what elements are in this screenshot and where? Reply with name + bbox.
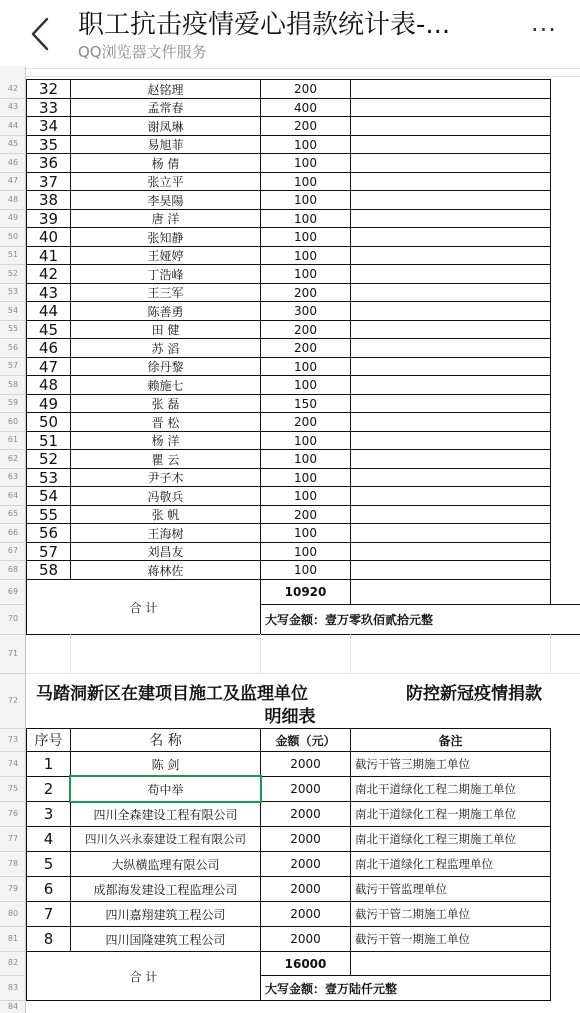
seq-cell[interactable]: 3: [43, 805, 54, 823]
row-number[interactable]: 50: [7, 232, 19, 241]
name-cell[interactable]: 王海树: [147, 526, 184, 541]
seq-cell[interactable]: 50: [38, 413, 59, 431]
seq-cell[interactable]: 33: [38, 99, 59, 116]
section-title-right: 防控新冠疫情捐款: [406, 683, 542, 703]
row-number[interactable]: 59: [7, 398, 19, 407]
row-number[interactable]: 83: [7, 983, 19, 992]
name-cell[interactable]: 赖施七: [147, 378, 184, 393]
seq-cell[interactable]: 58: [38, 561, 59, 579]
name-cell[interactable]: 四川国隆建筑工程公司: [105, 932, 226, 947]
row-number[interactable]: 71: [7, 649, 19, 658]
name-cell[interactable]: 易旭菲: [147, 138, 184, 152]
row-number[interactable]: 64: [7, 491, 19, 500]
amount-cell[interactable]: 2000: [290, 807, 321, 821]
section-title-line2: 明细表: [264, 706, 316, 726]
amount-cell[interactable]: 200: [294, 82, 317, 96]
seq-cell[interactable]: 8: [43, 930, 54, 948]
note-cell[interactable]: 截污干管一期施工单位: [355, 932, 470, 946]
row-number[interactable]: 51: [7, 250, 19, 259]
note-cell[interactable]: 截污干管二期施工单位: [355, 907, 470, 921]
amount-cell[interactable]: 100: [294, 137, 317, 152]
name-cell[interactable]: 张立平: [147, 175, 184, 189]
name-cell[interactable]: 丁浩峰: [147, 267, 184, 282]
grid-line: [350, 951, 351, 976]
amount-cell[interactable]: 200: [294, 285, 317, 300]
name-cell[interactable]: 四川全森建设工程有限公司: [93, 807, 238, 822]
row-number[interactable]: 77: [7, 834, 19, 843]
total-amount[interactable]: 16000: [284, 956, 327, 971]
seq-cell[interactable]: 42: [38, 265, 59, 283]
note-cell[interactable]: 南北干道绿化工程监理单位: [355, 857, 493, 871]
amount-cell[interactable]: 100: [294, 248, 317, 263]
row-number[interactable]: 42: [7, 84, 19, 93]
row-number[interactable]: 81: [7, 934, 19, 943]
seq-cell[interactable]: 53: [38, 469, 59, 486]
note-cell[interactable]: 南北干道绿化工程三期施工单位: [355, 832, 516, 846]
column-header-name[interactable]: 名 称: [149, 733, 182, 749]
amount-cell[interactable]: 100: [294, 174, 317, 189]
grid-line: [550, 579, 551, 605]
grid-line: [350, 79, 351, 580]
amount-cell[interactable]: 100: [294, 452, 317, 466]
amount-cell[interactable]: 2000: [290, 882, 321, 896]
name-cell[interactable]: 赵铭理: [147, 82, 184, 97]
note-cell[interactable]: 截污干管三期施工单位: [355, 757, 470, 771]
seq-cell[interactable]: 48: [38, 376, 59, 394]
name-cell[interactable]: 瞿 云: [151, 452, 180, 467]
row-number[interactable]: 76: [7, 809, 19, 818]
row-number[interactable]: 73: [7, 735, 19, 744]
row-number[interactable]: 45: [7, 139, 19, 148]
name-cell[interactable]: 李昊陽: [147, 193, 184, 208]
row-number[interactable]: 72: [7, 696, 19, 705]
name-cell[interactable]: 苟中举: [147, 782, 184, 797]
amount-cell[interactable]: 200: [294, 341, 317, 355]
name-cell[interactable]: 成都海发建设工程监理公司: [93, 882, 238, 897]
row-number[interactable]: 60: [7, 417, 19, 426]
row-number[interactable]: 66: [7, 528, 19, 537]
seq-cell[interactable]: 37: [38, 173, 59, 190]
seq-cell[interactable]: 55: [38, 506, 59, 523]
row-number[interactable]: 56: [7, 343, 19, 352]
name-cell[interactable]: 徐丹黎: [147, 360, 184, 374]
name-cell[interactable]: 苏 滔: [151, 341, 180, 356]
grid-line: [350, 634, 351, 673]
amount-cell[interactable]: 100: [294, 544, 317, 559]
seq-cell[interactable]: 57: [38, 543, 59, 560]
note-cell[interactable]: 南北干道绿化工程二期施工单位: [355, 782, 516, 796]
seq-cell[interactable]: 46: [38, 339, 59, 357]
row-number[interactable]: 54: [7, 306, 19, 315]
total-label[interactable]: 合 计: [129, 600, 158, 615]
seq-cell[interactable]: 2: [43, 780, 54, 798]
row-number[interactable]: 70: [7, 614, 19, 623]
amount-cell[interactable]: 100: [294, 359, 317, 374]
seq-cell[interactable]: 45: [38, 321, 59, 338]
amount-cell[interactable]: 200: [294, 507, 317, 522]
grid-line: [26, 634, 580, 635]
name-cell[interactable]: 张知静: [147, 230, 184, 245]
name-cell[interactable]: 谢凤琳: [147, 119, 184, 134]
row-number[interactable]: 44: [7, 121, 19, 130]
amount-cell[interactable]: 100: [294, 489, 317, 503]
name-cell[interactable]: 田 健: [151, 323, 180, 337]
seq-cell[interactable]: 5: [43, 855, 54, 873]
more-icon: ···: [531, 16, 557, 44]
total-label[interactable]: 合 计: [129, 969, 158, 984]
amount-cell[interactable]: 2000: [290, 907, 321, 921]
seq-cell[interactable]: 49: [38, 395, 59, 412]
column-header-seq[interactable]: 序号: [34, 733, 63, 749]
amount-cell[interactable]: 100: [294, 156, 317, 170]
row-number[interactable]: 75: [7, 784, 19, 793]
row-number[interactable]: 43: [7, 102, 19, 111]
amount-cell[interactable]: 150: [294, 396, 317, 411]
seq-cell[interactable]: 34: [38, 117, 59, 135]
document-title: 职工抗击疫情爱心捐款统计表-...: [78, 10, 451, 40]
seq-cell[interactable]: 54: [38, 487, 59, 505]
seq-cell[interactable]: 56: [38, 524, 59, 542]
amount-cell[interactable]: 200: [294, 415, 317, 429]
seq-cell[interactable]: 44: [38, 302, 59, 320]
name-cell[interactable]: 孟常春: [147, 101, 184, 115]
amount-cell[interactable]: 2000: [290, 757, 321, 771]
seq-cell[interactable]: 36: [38, 154, 59, 172]
row-number[interactable]: 61: [7, 435, 19, 444]
amount-cell[interactable]: 200: [294, 119, 317, 133]
name-cell[interactable]: 蒋林佐: [147, 563, 184, 578]
amount-cell[interactable]: 100: [294, 230, 317, 244]
seq-cell[interactable]: 38: [38, 191, 59, 209]
row-number[interactable]: 55: [7, 324, 19, 333]
name-cell[interactable]: 四川久兴永泰建设工程有限公司: [85, 832, 246, 846]
row-number[interactable]: 53: [7, 287, 19, 296]
spreadsheet-view[interactable]: [0, 66, 580, 1013]
note-cell[interactable]: 南北干道绿化工程一期施工单位: [355, 807, 516, 821]
row-number[interactable]: 58: [7, 380, 19, 389]
row-number[interactable]: 67: [7, 546, 19, 555]
grid-line: [550, 79, 551, 580]
name-cell[interactable]: 杨 倩: [151, 156, 180, 171]
grid-line: [70, 634, 71, 673]
row-number[interactable]: 52: [7, 269, 19, 278]
name-cell[interactable]: 杨 洋: [151, 434, 180, 448]
row-number[interactable]: 48: [7, 195, 19, 204]
name-cell[interactable]: 唐 洋: [151, 212, 180, 226]
seq-cell[interactable]: 32: [38, 80, 59, 98]
amount-cell[interactable]: 300: [294, 304, 317, 318]
grid-line: [550, 634, 551, 673]
amount-cell[interactable]: 100: [294, 193, 317, 207]
row-number[interactable]: 84: [7, 1002, 19, 1011]
row-number[interactable]: 78: [7, 859, 19, 868]
seq-cell[interactable]: 51: [38, 432, 59, 449]
amount-cell[interactable]: 100: [294, 470, 317, 485]
seq-cell[interactable]: 52: [38, 450, 59, 468]
name-cell[interactable]: 陈善勇: [147, 304, 184, 319]
seq-cell[interactable]: 7: [43, 905, 54, 923]
top-bar: [0, 0, 580, 66]
seq-cell[interactable]: 41: [38, 247, 59, 264]
more-options-button[interactable]: [524, 16, 564, 44]
name-cell[interactable]: 大纵横监理有限公司: [111, 857, 220, 872]
grid-line: [26, 76, 580, 77]
document-source: QQ浏览器文件服务: [78, 43, 207, 61]
name-cell[interactable]: 冯敬兵: [147, 489, 184, 504]
seq-cell[interactable]: 6: [43, 880, 54, 898]
row-number[interactable]: 62: [7, 454, 19, 463]
row-number[interactable]: 46: [7, 158, 19, 167]
seq-cell[interactable]: 1: [43, 755, 54, 773]
row-number[interactable]: 80: [7, 909, 19, 918]
amount-cell[interactable]: 2000: [290, 832, 321, 846]
amount-cell[interactable]: 100: [294, 378, 317, 392]
amount-cell[interactable]: 2000: [290, 932, 321, 946]
amount-cell[interactable]: 100: [294, 433, 317, 448]
name-cell[interactable]: 张 帆: [151, 508, 180, 522]
row-number[interactable]: 63: [7, 472, 19, 481]
row-number[interactable]: 79: [7, 884, 19, 893]
name-cell[interactable]: 张 磊: [151, 397, 180, 411]
grid-line: [260, 634, 261, 673]
column-header-amount[interactable]: 金额（元）: [275, 733, 336, 748]
row-number[interactable]: 82: [7, 958, 19, 967]
amount-cell[interactable]: 100: [294, 526, 317, 540]
seq-cell[interactable]: 39: [38, 210, 59, 227]
name-cell[interactable]: 刘昌友: [147, 545, 184, 559]
row-number[interactable]: 69: [7, 587, 19, 596]
row-number[interactable]: 74: [7, 759, 19, 768]
total-amount[interactable]: 10920: [284, 585, 327, 599]
grid-line: [26, 68, 580, 69]
row-number[interactable]: 49: [7, 213, 19, 222]
chevron-left-icon: [29, 17, 51, 51]
name-cell[interactable]: 晋 松: [151, 415, 180, 430]
seq-cell[interactable]: 43: [38, 284, 59, 301]
amount-cell[interactable]: 2000: [290, 782, 321, 796]
name-cell[interactable]: 陈 剑: [151, 757, 180, 772]
grid-line: [26, 673, 580, 674]
row-number[interactable]: 65: [7, 509, 19, 518]
name-cell[interactable]: 四川嘉翔建筑工程公司: [105, 907, 226, 922]
name-cell[interactable]: 王娅婷: [147, 249, 184, 263]
amount-cell[interactable]: 200: [294, 322, 317, 337]
row-number[interactable]: 68: [7, 565, 19, 574]
amount-cell[interactable]: 100: [294, 563, 317, 577]
row-number[interactable]: 57: [7, 361, 19, 370]
amount-cell[interactable]: 2000: [290, 857, 321, 871]
seq-cell[interactable]: 35: [38, 136, 59, 153]
section-title: 马踏洞新区在建项目施工及监理单位: [36, 683, 308, 703]
amount-cell[interactable]: 100: [294, 267, 317, 281]
total-capital[interactable]: 大写金额：壹万零玖佰贰拾元整: [265, 613, 434, 627]
name-cell[interactable]: 王三军: [147, 286, 184, 300]
amount-cell[interactable]: 100: [294, 211, 317, 226]
row-number[interactable]: 47: [7, 176, 19, 185]
back-button[interactable]: [22, 14, 58, 54]
name-cell[interactable]: 尹子木: [147, 471, 184, 485]
column-header-note[interactable]: 备注: [438, 733, 463, 748]
total-capital[interactable]: 大写金额：壹万陆仟元整: [265, 981, 398, 996]
seq-cell[interactable]: 47: [38, 358, 59, 375]
grid-line: [350, 579, 351, 605]
seq-cell[interactable]: 4: [43, 830, 54, 848]
amount-cell[interactable]: 400: [294, 100, 317, 115]
seq-cell[interactable]: 40: [38, 228, 59, 246]
grid-line: [26, 1000, 551, 1001]
note-cell[interactable]: 截污干管监理单位: [355, 882, 447, 896]
